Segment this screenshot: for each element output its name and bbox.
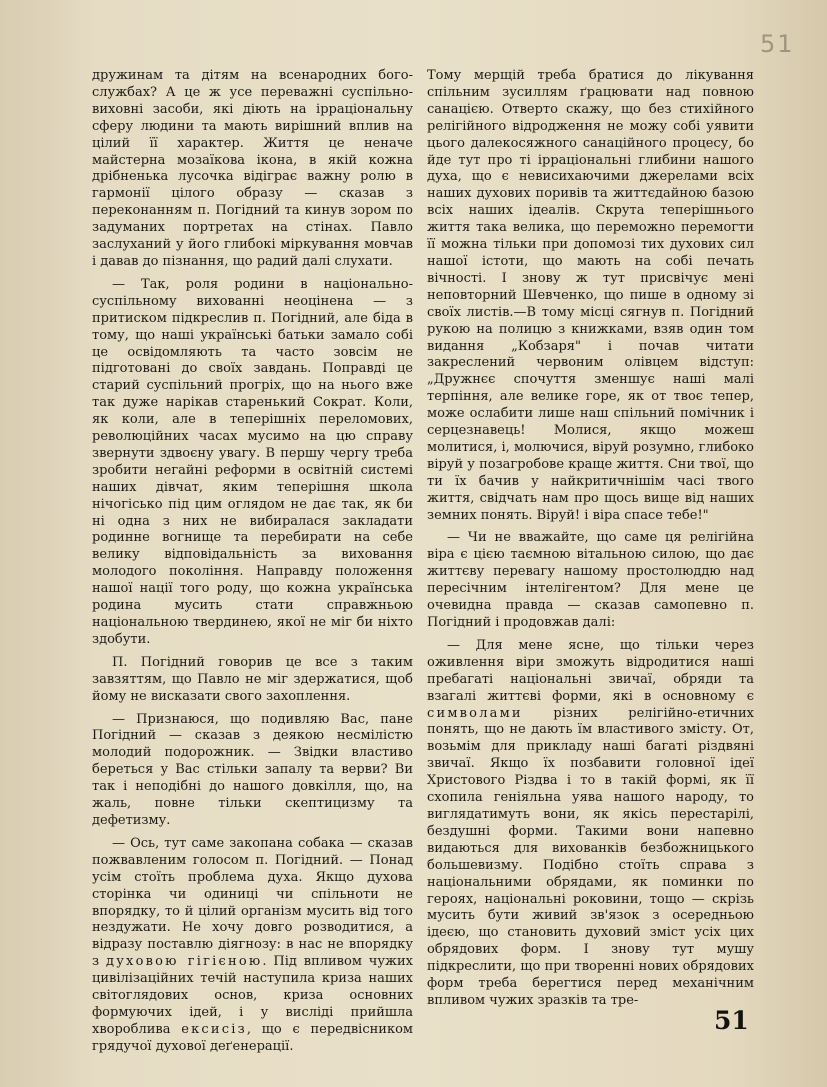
text-run: — Для мене ясне, що тільки через оживлення віри зможуть відродитися наші пребагаті національні звичаї, обряди та взагалі життєві форми, які в основному є: [427, 637, 754, 704]
text-run: . Під впливом чужих цивілізаційних течій наступила криза наших світоглядових основ, криза основних формуючих ідей, і у висліді прийшла хвороблива: [92, 954, 414, 1037]
text-run: — Ось, тут саме закопана собака — сказав пожвавленим голосом п. Погідний. — Понад усім стоїть проблема духа. Якщо духова сторінка чи одиниці чи спільноти не впорядку, то й цілий організм мусить від того нездужати. Не хочу довго розводитися, а відразу поставлю діягнозу: в нас не впорядку з: [92, 835, 413, 970]
paragraph: — Так, роля родини в національно-суспільному вихованні неоцінена — з притиском підкреслив п. Погідний, але біда в тому, що наші українські батьки замало собі це освідомляють та часто зовсім не підготовані до своїх завдань. Поправді це старий суспільний прогріх, що на нього вже так дуже нарікав старенький Сократ. Коли, як коли, але в теперішніх переломових, революційних часах мусимо на цю справу звернути здвоєну увагу. В першу чергу треба зробити негайні реформи в освітній системі наших дівчат, яким теперішня школа нічогісько під цим оглядом не дає так, як би ні одна з них не вибиралася закладати родинне вогнище та перебирати на себе велику відповідальність за виховання молодого покоління. Направду положення нашої нації того роду, що кожна українська родина мусить стати справжньою національною твердинею, якої не міг би ніхто здобути.: [92, 276, 413, 647]
paragraph: [427, 638, 754, 1010]
right-text-column: [427, 68, 754, 1016]
paragraph: — Чи не вважайте, що саме ця релігійна віра є цією таємною вітальною силою, що дає життєву перевагу нашому простолюддю над пересічним інтелігентом? Для мене це очевидна правда — сказав самопевно п. Погідний і продовжав далі:: [427, 530, 754, 630]
paragraph: [92, 836, 413, 1056]
left-text-column: [92, 68, 413, 1062]
paragraph: дружинам та дітям на всенародних бого-службах? А це ж усе переважні суспільно-виховні засоби, які діють на ірраціональну сферу людини та мають вирішний вплив на цілий її характер. Життя це неначе майстерна мозаїкова ікона, в якій кожна дрібненька лусочка відіграє важну ролю в гармонії цілого образу — сказав з переконанням п. Погідний та кинув зором по задуманих портретах на стінах. Павло заслуханий у його глибокі міркування мовчав і давав до пізнання, що радий далі слухати.: [92, 68, 413, 269]
text-run: , що є передвісником грядучої духової деґенерації.: [92, 1021, 414, 1054]
handwritten-page-mark: 51: [760, 30, 795, 58]
spaced-text: духовою гігієною: [105, 954, 263, 970]
text-run: різних релігійно-етичних понять, що не дають їм властивого змісту. От, возьмім для прикладу наші багаті різдвяні звичаї. Якщо їх позбавити головної ідеї Христового Різдва і то в такій формі, як її схопила геніяльна уява нашого народу, то виглядатимуть вони, як якісь перестарілі, бездушні форми. Такими вони напевно видаються для вихованків безбожницького большевизму. Подібно стоїть справа з національними обрядами, як поминки по героях, національні роковини, тощо — скрізь мусить бути живий зв'язок з осередньою ідеєю, що становить духовий зміст усіх цих обрядових форм. І знову тут мушу підкреслити, що при творенні нових обрядових форм треба берегтися перед механічним впливом чужих зразків та тре-: [427, 705, 754, 1008]
spaced-text: ексисіз: [181, 1021, 247, 1037]
paragraph: П. Погідний говорив це все з таким завзяттям, що Павло не міг здержатися, щоб йому не висказати свого захоплення.: [92, 654, 413, 704]
spaced-text: символами: [427, 705, 523, 721]
page-number: 51: [714, 1006, 749, 1035]
paragraph: — Признаюся, що подивляю Вас, пане Погідний — сказав з деякою несмілістю молодий подорожник. — Звідки властиво береться у Вас стільки запалу та верви? Ви так і неподібні до нашого довкілля, що, на жаль, повне тільки скептицизму та дефетизму.: [92, 711, 413, 828]
paragraph: Тому мерщій треба братися до лікування спільним зусиллям ґрацювати над повною санацією. Отверто скажу, що без стихійного релігійного відродження не можу собі уявити цього далекосяжного санаційного процесу, бо йде тут про ті ірраціональні глибини нашого духа, що є невисихаючими джерелами всіх наших духових поривів та життєдайною базою всіх наших ідеалів. Скрута теперішнього життя така велика, що переможно перемогти її можна тільки при допомозі тих духових сил нашої істоти, що мають на собі печать вічності. І знову ж тут присвічує мені неповторний Шевченко, що пише в одному зі своїх листів.—В тому місці сягнув п. Погідний рукою на полицю з книжками, взяв один том видання „Кобзаря" і почав читати закреслений червоним олівцем відступ: „Дружнєє спочуття зменшує наші малі терпіння, але велике горе, як от твоє тепер, може ослабити лише наш спільний помічник і серцезнавець! Молися, якщо можеш молитися, і, молючися, віруй розумно, глибоко віруй у позагробове краще життя. Сни твої, що ти їх бачив у найкритичнішім часі твого життя, свідчать нам про щось вище від наших земних понять. Віруй! і віра спасе тебе!": [427, 68, 754, 523]
